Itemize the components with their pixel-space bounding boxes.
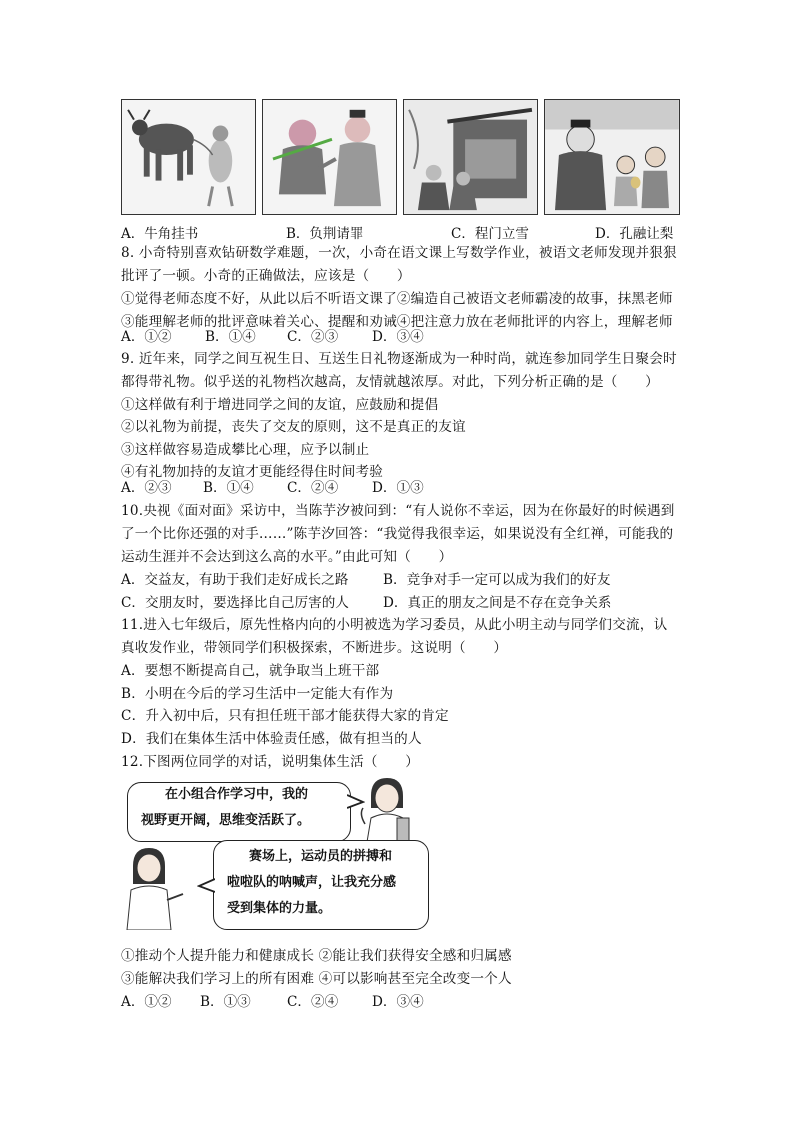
q12-statement-1: ①推动个人提升能力和健康成长 ②能让我们获得安全感和归属感	[121, 948, 512, 964]
q10-stem-line2: 了一个比你还强的对手……”陈芋汐回答：“我觉得我很幸运，如果说没有全红禅，可能我的	[121, 526, 674, 542]
q12-option-a[interactable]: A．①②	[121, 994, 172, 1010]
q12-statement-2: ③能解决我们学习上的所有困难 ④可以影响甚至完全改变一个人	[121, 971, 512, 987]
q8-statement-2: ③能理解老师的批评意味着关心、提醒和劝诫④把注意力放在老师批评的内容上，理解老师	[121, 314, 673, 330]
q12-option-c[interactable]: C．②④	[287, 994, 339, 1010]
bubble-bottom-line1: 赛场上，运动员的拼搏和	[249, 849, 393, 864]
snow-door-icon	[404, 100, 537, 214]
q8-option-c[interactable]: C．②③	[287, 329, 339, 345]
q8-option-d[interactable]: D．③④	[372, 329, 424, 345]
q9-option-d[interactable]: D．①③	[372, 480, 424, 496]
q7-option-d[interactable]: D．孔融让梨	[595, 226, 674, 242]
bubble-top-line1: 在小组合作学习中，我的	[165, 787, 309, 802]
q10-option-b[interactable]: B．竞争对手一定可以成为我们的好友	[383, 572, 611, 588]
q7-option-a[interactable]: A．牛角挂书	[121, 226, 199, 242]
illustration-niu-jiao-gua-shu	[121, 99, 256, 215]
ox-reader-icon	[122, 100, 255, 214]
q12-option-b[interactable]: B．①③	[200, 994, 251, 1010]
q10-option-c[interactable]: C．交朋友时，要选择比自己厉害的人	[121, 595, 349, 611]
q9-statement-3: ③这样做容易造成攀比心理，应予以制止	[121, 442, 370, 458]
illustration-cheng-men-li-xue	[403, 99, 538, 215]
q9-stem-line1: 9. 近年来，同学之间互祝生日、互送生日礼物逐渐成为一种时尚，就连参加同学生日聚会时	[121, 351, 677, 367]
q10-option-a[interactable]: A．交益友，有助于我们走好成长之路	[121, 572, 349, 588]
q8-option-a[interactable]: A．①②	[121, 329, 172, 345]
bubble-bottom-line2: 啦啦队的呐喊声，让我充分感	[227, 875, 397, 890]
q9-option-b[interactable]: B．①④	[203, 480, 254, 496]
q12-dialogue-figure	[121, 778, 431, 938]
q11-option-d[interactable]: D．我们在集体生活中体验责任感，做有担当的人	[121, 731, 422, 747]
q9-statement-2: ②以礼物为前提，丧失了交友的原则，这不是真正的友谊	[121, 419, 466, 435]
q11-option-b[interactable]: B．小明在今后的学习生活中一定能大有作为	[121, 686, 394, 702]
q9-option-a[interactable]: A．②③	[121, 480, 172, 496]
q8-statement-1: ①觉得老师态度不好，从此以后不听语文课了②编造自己被语文老师霸凌的故事，抹黑老师	[121, 291, 673, 307]
q7-image-row	[121, 99, 680, 215]
illustration-fu-jing-qing-zui	[262, 99, 397, 215]
q7-options	[121, 222, 701, 242]
q10-option-d[interactable]: D．真正的朋友之间是不存在竞争关系	[383, 595, 612, 611]
q10-stem-line1: 10.央视《面对面》采访中，当陈芋汐被问到：“有人说你不幸运，因为在你最好的时候遇到	[121, 503, 675, 519]
q11-stem-line2: 真收发作业，带领同学们积极探索，不断进步。这说明（ ）	[121, 640, 508, 656]
q11-option-a[interactable]: A．要想不断提高自己，就争取当上班干部	[121, 663, 380, 679]
q8-stem-line2: 批评了一顿。小奇的正确做法，应该是（ ）	[121, 268, 411, 284]
q9-statement-4: ④有礼物加持的友谊才更能经得住时间考验	[121, 464, 384, 480]
q8-stem-line1: 8. 小奇特别喜欢钻研数学难题，一次，小奇在语文课上写数学作业，被语文老师发现并狠狠	[121, 245, 677, 261]
q11-stem-line1: 11.进入七年级后，原先性格内向的小明被选为学习委员，从此小明主动与同学们交流，认	[121, 617, 668, 633]
q8-option-b[interactable]: B．①④	[205, 329, 256, 345]
bubble-bottom-line3: 受到集体的力量。	[227, 901, 332, 916]
q7-option-b[interactable]: B．负荆请罪	[286, 226, 364, 242]
q9-statement-1: ①这样做有利于增进同学之间的友谊，应鼓励和提倡	[121, 397, 439, 413]
q12-stem: 12.下图两位同学的对话，说明集体生活（ ）	[121, 754, 420, 770]
bubble-tail-bottom	[197, 878, 215, 894]
q11-option-c[interactable]: C．升入初中后，只有担任班干部才能获得大家的肯定	[121, 708, 449, 724]
kneeling-general-icon	[263, 100, 396, 214]
q10-stem-line3: 运动生涯并不会达到这么高的水平。”由此可知（ ）	[121, 549, 453, 565]
pear-sharing-icon	[545, 100, 679, 214]
illustration-kong-rong-rang-li	[544, 99, 680, 215]
bubble-top-line2: 视野更开阔，思维变活跃了。	[141, 813, 311, 828]
q7-option-c[interactable]: C．程门立雪	[451, 226, 529, 242]
q9-option-c[interactable]: C．②④	[287, 480, 339, 496]
q12-option-d[interactable]: D．③④	[372, 994, 424, 1010]
q9-stem-line2: 都得带礼物。似乎送的礼物档次越高，友情就越浓厚。对此，下列分析正确的是（ ）	[121, 374, 659, 390]
girl-student-left-icon	[123, 844, 185, 930]
